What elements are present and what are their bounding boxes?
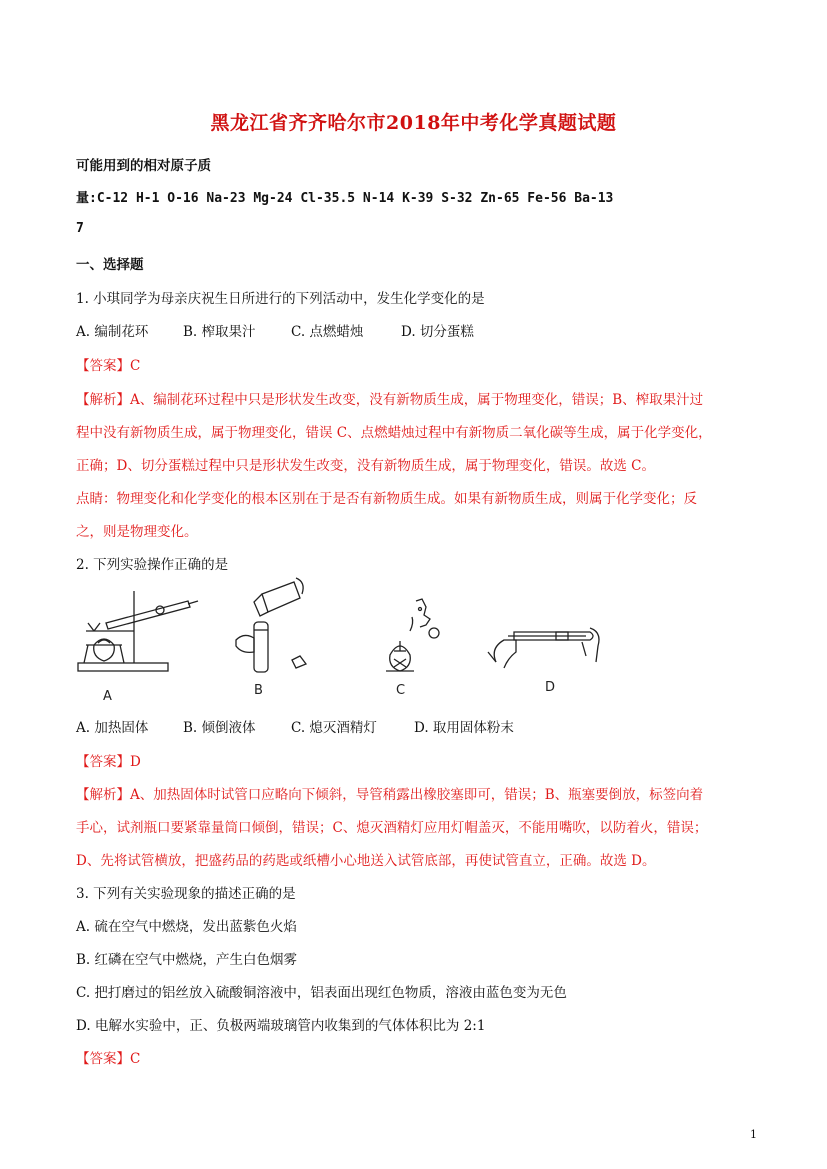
powder-sampling-figure — [486, 612, 604, 672]
q1-option-b: B. 榨取果汁 — [183, 324, 256, 340]
q3-option-a: A. 硫在空气中燃烧，发出蓝紫色火焰 — [76, 919, 297, 935]
q2-option-a: A. 加热固体 — [76, 720, 149, 736]
q1-option-a: A. 编制花环 — [76, 324, 149, 340]
q2-stem: 2. 下列实验操作正确的是 — [76, 557, 229, 573]
q3-option-d: D. 电解水实验中，正、负极两端玻璃管内收集到的气体体积比为 2:1 — [76, 1018, 486, 1034]
alcohol-lamp-figure — [376, 597, 446, 677]
q1-point-line-1: 点睛：物理变化和化学变化的根本区别在于是否有新物质生成。如果有新物质生成，则属于化学变化；反 — [76, 491, 697, 507]
q1-point-line-2: 之，则是物理变化。 — [76, 524, 198, 540]
page-title: 黑龙江省齐齐哈尔市2018年中考化学真题试题 — [210, 112, 617, 134]
pouring-liquid-figure — [222, 572, 317, 677]
q2-analysis-line-3: D、先将试管横放，把盛药品的药匙或纸槽小心地送入试管底部，再使试管直立，正确。故选 D。 — [76, 853, 656, 869]
q3-option-c: C. 把打磨过的铝丝放入硫酸铜溶液中，铝表面出现红色物质，溶液由蓝色变为无色 — [76, 985, 567, 1001]
q2-option-b: B. 倾倒液体 — [183, 720, 256, 736]
figure-label-c: C — [396, 683, 406, 698]
heating-solid-figure — [76, 583, 201, 678]
atomic-mass-values: 量:C-12 H-1 O-16 Na-23 Mg-24 Cl-35.5 N-14 K-39 S-32 Zn-65 Fe-56 Ba-13 — [76, 191, 614, 206]
q1-analysis-line-2: 程中没有新物质生成，属于物理变化，错误 C、点燃蜡烛过程中有新物质二氧化碳等生成，属于化学变化， — [76, 425, 712, 441]
q2-options — [76, 716, 514, 736]
q1-option-c: C. 点燃蜡烛 — [291, 324, 364, 340]
figure-label-d: D — [545, 680, 556, 695]
q2-option-d: D. 取用固体粉末 — [414, 720, 514, 736]
q3-answer: 【答案】C — [76, 1051, 141, 1067]
q1-options — [76, 320, 474, 340]
atomic-mass-tail: 7 — [76, 221, 84, 236]
q2-analysis-line-1: 【解析】A、加热固体时试管口应略向下倾斜，导管稍露出橡胶塞即可，错误；B、瓶塞要倒放，标签向着 — [76, 787, 704, 803]
q3-stem: 3. 下列有关实验现象的描述正确的是 — [76, 886, 296, 902]
q1-option-d: D. 切分蛋糕 — [401, 324, 474, 340]
q1-stem: 1. 小琪同学为母亲庆祝生日所进行的下列活动中，发生化学变化的是 — [76, 291, 485, 307]
q3-option-b: B. 红磷在空气中燃烧，产生白色烟雾 — [76, 952, 298, 968]
atomic-mass-label: 可能用到的相对原子质 — [76, 158, 211, 174]
figure-label-a: A — [103, 689, 112, 704]
q1-answer: 【答案】C — [76, 358, 141, 374]
q2-option-c: C. 熄灭酒精灯 — [291, 720, 377, 736]
page-number: 1 — [750, 1128, 757, 1141]
q1-analysis-line-1: 【解析】A、编制花环过程中只是形状发生改变，没有新物质生成，属于物理变化，错误；B、榨取果汁过 — [76, 392, 704, 408]
q1-analysis-line-3: 正确；D、切分蛋糕过程中只是形状发生改变，没有新物质生成，属于物理变化，错误。故选 C。 — [76, 458, 655, 474]
q2-analysis-line-2: 手心，试剂瓶口要紧靠量筒口倾倒，错误；C、熄灭酒精灯应用灯帽盖灭，不能用嘴吹，以防着火，错误； — [76, 820, 708, 836]
section-heading: 一、选择题 — [76, 257, 144, 273]
figure-label-b: B — [254, 683, 263, 698]
q2-answer: 【答案】D — [76, 754, 141, 770]
